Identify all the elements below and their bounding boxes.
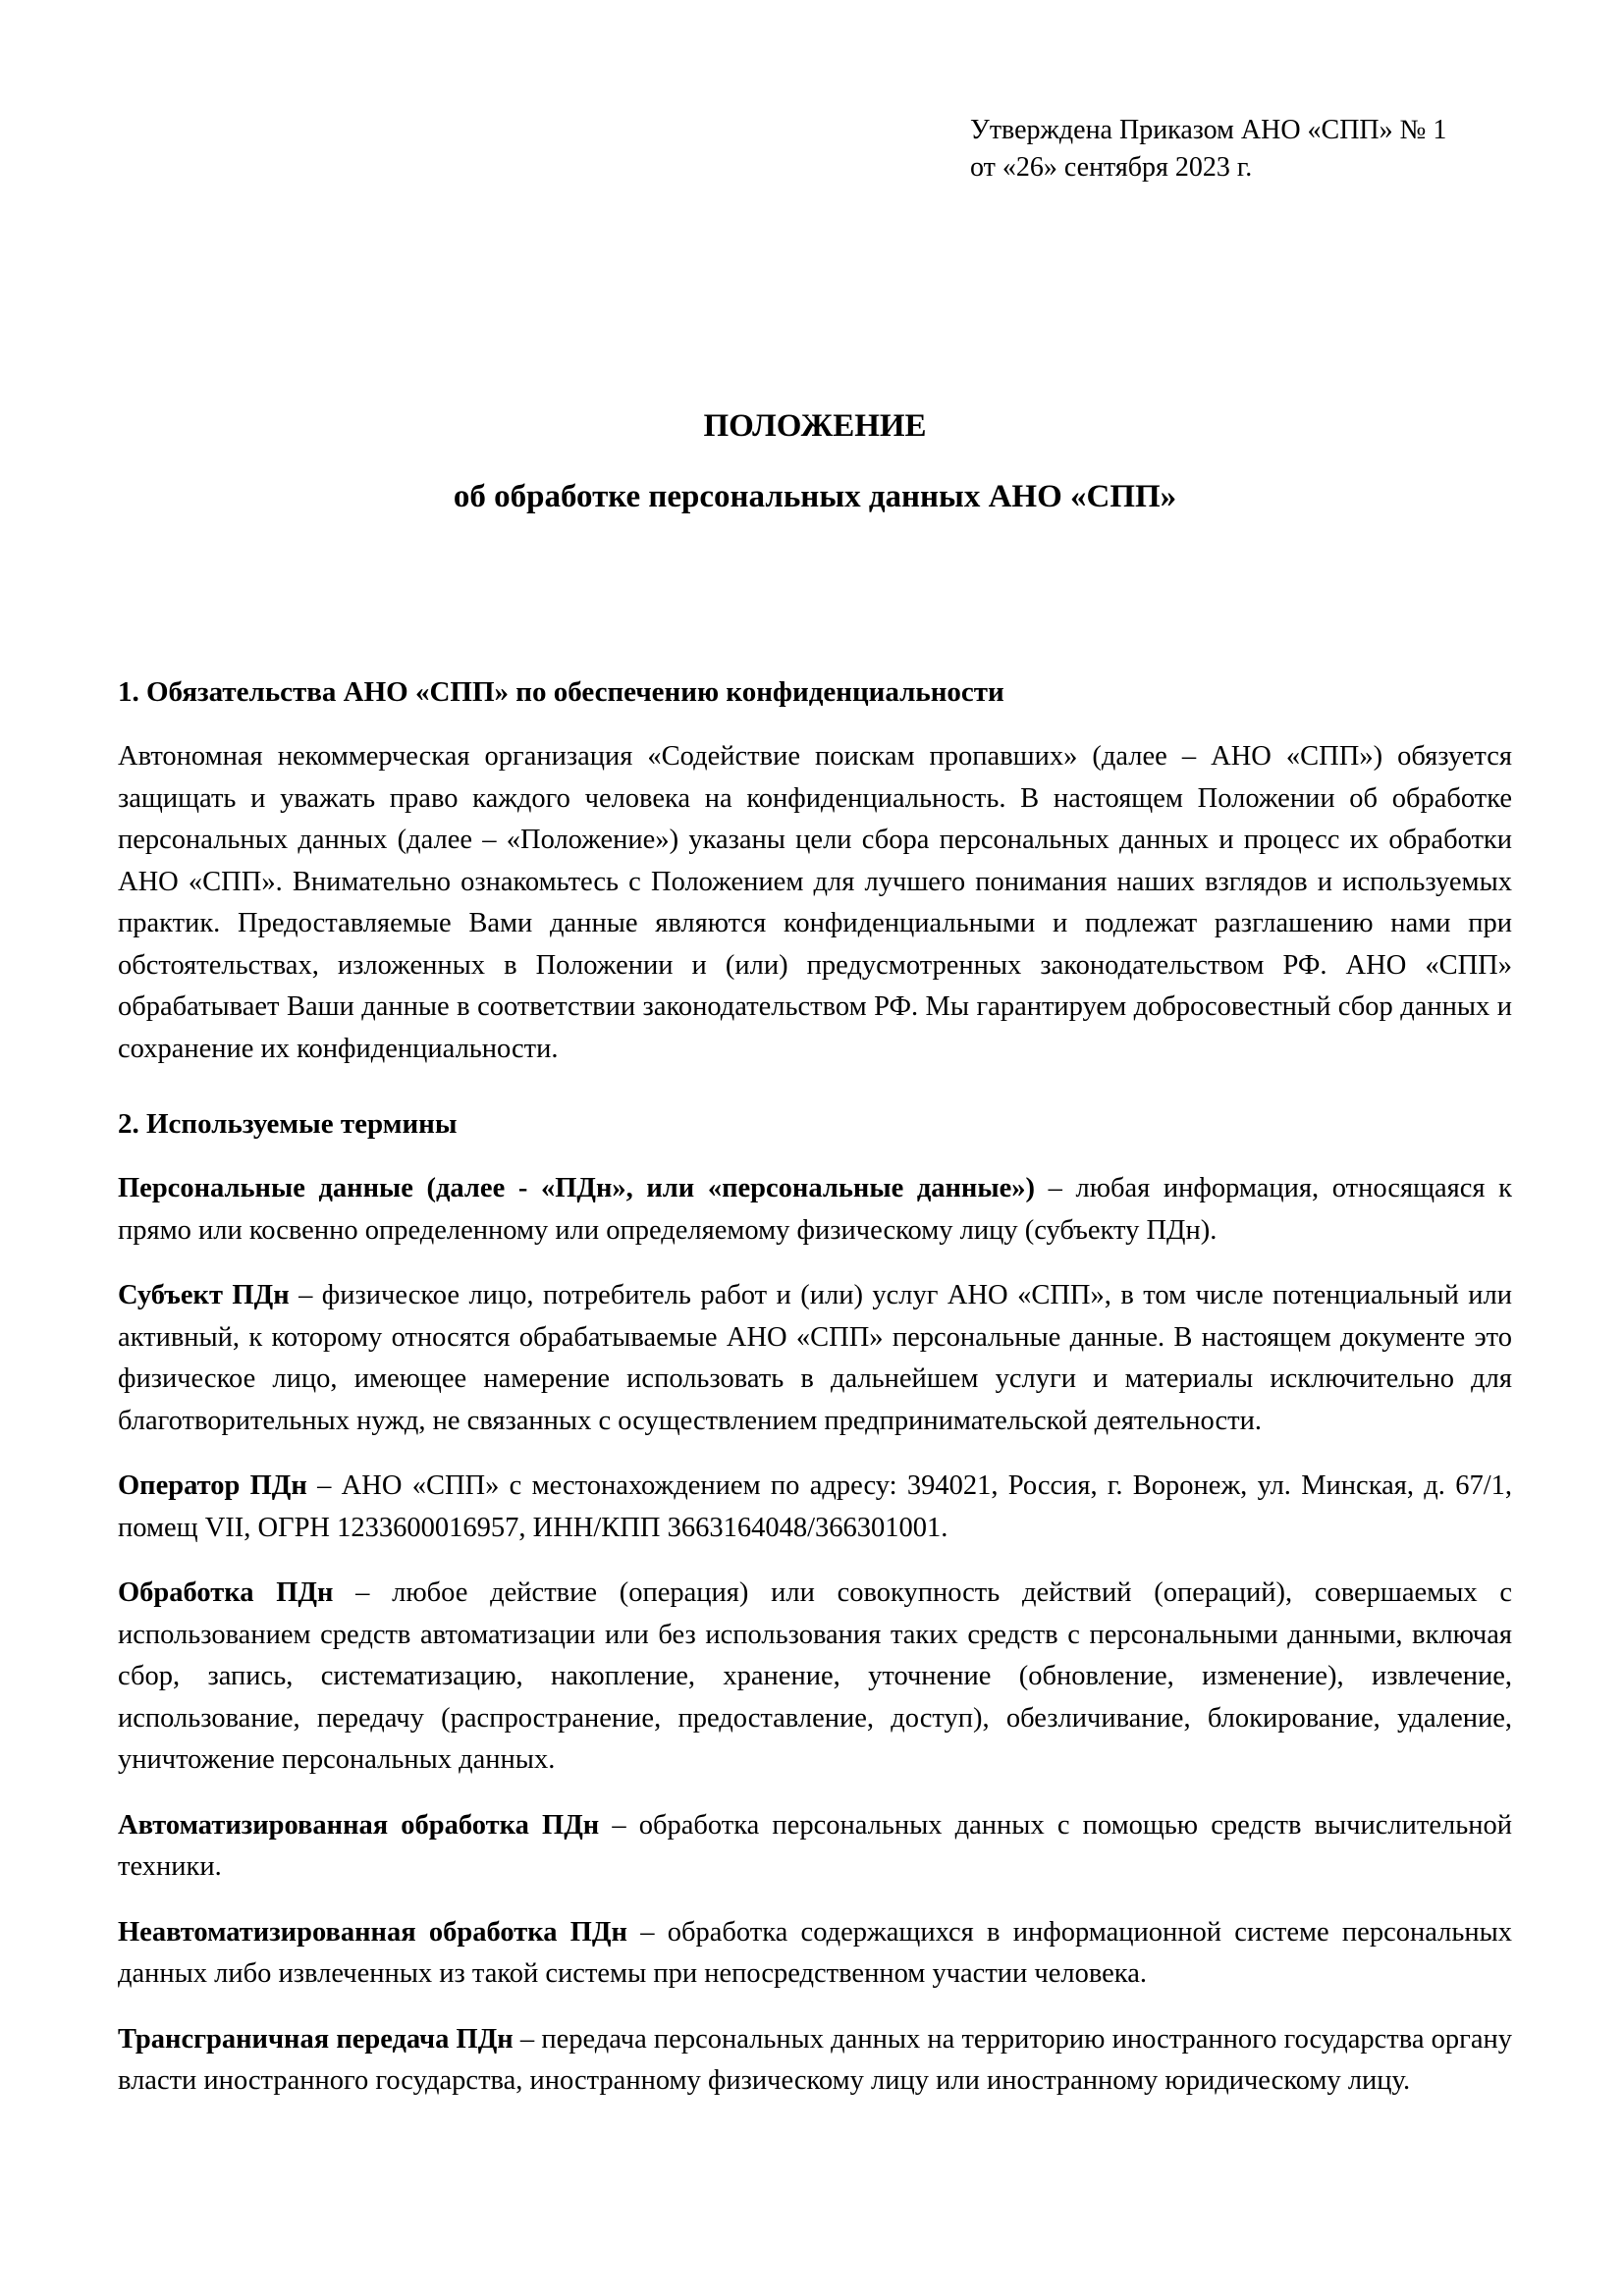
term-definition: – любое действие (операция) или совокупность действий (операций), совершаемых с использованием средств автоматизации или без использования таких средств с персональными данными, включая сбор, запись, систематизацию, накопление, хранение, уточнение (обновление, изменение), извлечение, использование, передачу (распространение, предоставление, доступ), обезличивание, блокирование, удаление, уничтожение персональных данных. <box>118 1577 1512 1775</box>
term-definition: – любая информация, относящаяся к прямо или косвенно определенному или определяемому физическому лицу (субъекту ПДн). <box>118 1173 1513 1246</box>
approval-line-1: Утверждена Приказом АНО «СПП» № 1 <box>970 115 1447 145</box>
term-definition: – передача персональных данных на территорию иностранного государства органу власти иностранного государства, иностранному физическому лицу или иностранному юридическому лицу. <box>118 2023 1512 2096</box>
term-name: Субъект ПДн <box>118 1280 290 1310</box>
approval-line-2: от «26» сентября 2023 г. <box>970 152 1253 183</box>
term-definition: – физическое лицо, потребитель работ и (или) услуг АНО «СПП», в том числе потенциальный или активный, к которому относятся обрабатываемые АНО «СПП» персональные данные. В настоящем документе это физическое лицо, имеющее намерение использовать в дальнейшем услуги и материалы исключительно для благотворительных нужд, не связанных с осуществлением предпринимательской деятельности. <box>118 1280 1513 1436</box>
term-name: Автоматизированная обработка ПДн <box>118 1809 600 1841</box>
term-paragraph-processing <box>118 1573 1512 1782</box>
term-paragraph-automated-processing <box>118 1805 1512 1889</box>
term-name: Персональные данные (далее - «ПДн», или «персональные данные») <box>118 1173 1035 1203</box>
section-2-heading: 2. Используемые термины <box>118 1108 458 1140</box>
term-paragraph-subject <box>118 1275 1512 1442</box>
term-name: Трансграничная передача ПДн <box>118 2023 514 2055</box>
term-name: Оператор ПДн <box>118 1470 307 1501</box>
section-1-body: Автономная некоммерческая организация «Содействие поискам пропавших» (далее – АНО «СПП») обязуется защищать и уважать право каждого человека на конфиденциальность. В настоящем Положении об обработке персональных данных (далее – «Положение») указаны цели сбора персональных данных и процесс их обработки АНО «СПП». Внимательно ознакомьтесь с Положением для лучшего понимания наших взглядов и используемых практик. Предоставляемые Вами данные являются конфиденциальными и подлежат разглашению нами при обстоятельствах, изложенных в Положении и (или) предусмотренных законодательством РФ. АНО «СПП» обрабатывает Ваши данные в соответствии законодательством РФ. Мы гарантируем добросовестный сбор данных и сохранение их конфиденциальности. <box>118 741 1512 1064</box>
term-definition: – обработка персональных данных с помощью средств вычислительной техники. <box>118 1809 1512 1882</box>
document-subtitle: об обработке персональных данных АНО «СПП» <box>453 479 1177 514</box>
document-title: ПОЛОЖЕНИЕ <box>703 408 927 444</box>
term-name: Обработка ПДн <box>118 1577 334 1608</box>
approval-note <box>970 112 1512 187</box>
term-name: Неавтоматизированная обработка ПДн <box>118 1916 627 1948</box>
term-definition: – обработка содержащихся в информационной системе персональных данных либо извлеченных из такой системы при непосредственном участии человека. <box>118 1916 1512 1989</box>
term-paragraph-operator <box>118 1466 1512 1549</box>
term-paragraph-non-automated-processing <box>118 1912 1512 1996</box>
term-definition: – АНО «СПП» с местонахождением по адресу: 394021, Россия, г. Воронеж, ул. Минская, д. 67/1, помещ VII, ОГРН 1233600016957, ИНН/КПП 3663164048/366301001. <box>118 1470 1512 1543</box>
section-1-heading: 1. Обязательства АНО «СПП» по обеспечению конфиденциальности <box>118 676 1004 708</box>
term-paragraph-cross-border-transfer <box>118 2019 1512 2103</box>
term-paragraph-personal-data <box>118 1168 1512 1252</box>
